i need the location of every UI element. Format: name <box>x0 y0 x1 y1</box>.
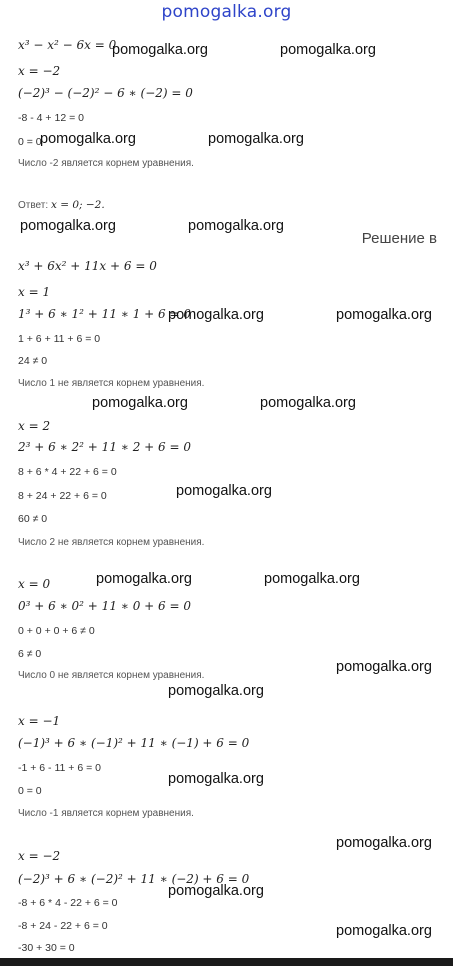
calc-step: -8 + 6 * 4 - 22 + 6 = 0 <box>18 897 118 909</box>
calc-step: 24 ≠ 0 <box>18 355 48 367</box>
check-equation: (−2)³ − (−2)² − 6 ∗ (−2) = 0 <box>18 86 193 100</box>
watermark: pomogalka.org <box>336 307 432 323</box>
watermark: pomogalka.org <box>336 659 432 675</box>
site-header <box>0 0 453 26</box>
answer-label: Ответ: <box>18 200 51 211</box>
watermark: pomogalka.org <box>336 835 432 851</box>
calc-step: -8 + 24 - 22 + 6 = 0 <box>18 920 108 932</box>
check-equation: (−1)³ + 6 ∗ (−1)² + 11 ∗ (−1) + 6 = 0 <box>18 736 250 750</box>
substitution-x-minus-2: x = −2 <box>18 849 61 863</box>
watermark: pomogalka.org <box>188 218 284 234</box>
root-result: Число -2 является корнем уравнения. <box>18 158 194 169</box>
answer-line <box>18 199 105 211</box>
watermark: pomogalka.org <box>96 571 192 587</box>
watermark: pomogalka.org <box>336 923 432 939</box>
check-equation: 2³ + 6 ∗ 2² + 11 ∗ 2 + 6 = 0 <box>18 440 192 454</box>
substitution-x-0: x = 0 <box>18 577 51 591</box>
watermark: pomogalka.org <box>280 42 376 58</box>
check-equation: 0³ + 6 ∗ 0² + 11 ∗ 0 + 6 = 0 <box>18 599 192 613</box>
section-title: Решение в <box>361 230 437 247</box>
calc-step: 0 = 0 <box>18 136 42 148</box>
substitution-x-1: x = 1 <box>18 285 51 299</box>
watermark: pomogalka.org <box>264 571 360 587</box>
calc-step: 0 + 0 + 0 + 6 ≠ 0 <box>18 625 95 637</box>
calc-step: -8 - 4 + 12 = 0 <box>18 112 84 124</box>
answer-value: x = 0; −2. <box>50 199 105 211</box>
bottom-bar <box>0 958 453 966</box>
root-result: Число -1 является корнем уравнения. <box>18 808 194 819</box>
check-equation: 1³ + 6 ∗ 1² + 11 ∗ 1 + 6 = 0 <box>18 307 192 321</box>
equation-2: x³ + 6x² + 11x + 6 = 0 <box>18 259 157 273</box>
calc-step: 6 ≠ 0 <box>18 648 42 660</box>
substitution-x-2: x = 2 <box>18 419 51 433</box>
equation-1: x³ − x² − 6x = 0 <box>18 38 117 52</box>
watermark: pomogalka.org <box>260 395 356 411</box>
root-result: Число 2 не является корнем уравнения. <box>18 537 205 548</box>
root-result: Число 0 не является корнем уравнения. <box>18 670 205 681</box>
watermark: pomogalka.org <box>20 218 116 234</box>
watermark: pomogalka.org <box>40 131 136 147</box>
calc-step: 8 + 6 * 4 + 22 + 6 = 0 <box>18 466 117 478</box>
substitution-x-minus-1: x = −1 <box>18 714 61 728</box>
watermark: pomogalka.org <box>92 395 188 411</box>
substitution-x-minus-2: x = −2 <box>18 64 61 78</box>
watermark: pomogalka.org <box>168 307 264 323</box>
watermark: pomogalka.org <box>208 131 304 147</box>
calc-step: -30 + 30 = 0 <box>18 942 75 954</box>
check-equation: (−2)³ + 6 ∗ (−2)² + 11 ∗ (−2) + 6 = 0 <box>18 872 250 886</box>
calc-step: 60 ≠ 0 <box>18 513 48 525</box>
watermark: pomogalka.org <box>168 683 264 699</box>
watermark: pomogalka.org <box>112 42 208 58</box>
site-link[interactable]: pomogalka.org <box>161 2 292 22</box>
calc-step: -1 + 6 - 11 + 6 = 0 <box>18 762 101 774</box>
watermark: pomogalka.org <box>176 483 272 499</box>
root-result: Число 1 не является корнем уравнения. <box>18 378 205 389</box>
watermark: pomogalka.org <box>168 883 264 899</box>
calc-step: 0 = 0 <box>18 785 42 797</box>
calc-step: 8 + 24 + 22 + 6 = 0 <box>18 490 107 502</box>
watermark: pomogalka.org <box>168 771 264 787</box>
calc-step: 1 + 6 + 11 + 6 = 0 <box>18 333 101 345</box>
